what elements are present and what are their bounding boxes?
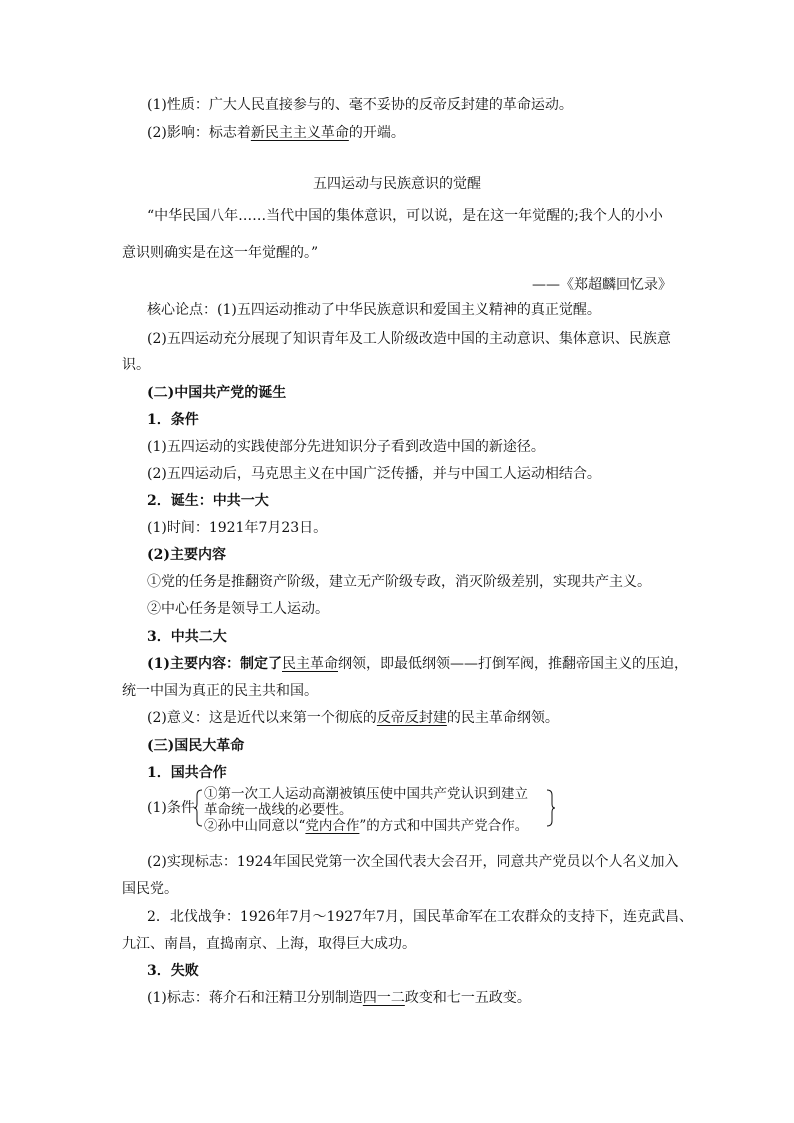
box-title: 五四运动与民族意识的觉醒 (313, 176, 481, 192)
quote-line-2: 意识则确实是在这一年觉醒的。” (122, 245, 319, 261)
core-point-2: (2)五四运动充分展现了知识青年及工人阶级改造中国的主动意识、集体意识、民族意 (147, 331, 671, 347)
s2-significance-a: (2)意义：这是近代以来第一个彻底的 (147, 710, 377, 726)
s2-condition-2: (2)五四运动后，马克思主义在中国广泛传播，并与中国工人运动相结合。 (147, 466, 601, 482)
right-brace-icon (545, 789, 555, 827)
s3-northern-expedition-cont: 九江、南昌，直捣南京、上海，取得巨大成功。 (122, 936, 416, 952)
s2-second-congress-heading: 3．中共二大 (147, 629, 227, 645)
s2-conditions-heading: 1．条件 (147, 412, 199, 428)
s3-condition-2-underlined: 党内合作 (305, 818, 360, 834)
quote-line-1: “中华民国八年……当代中国的集体意识，可以说，是在这一年觉醒的;我个人的小小 (147, 208, 663, 224)
s3-condition-1: ①第一次工人运动高潮被镇压使中国共产党认识到建立 (204, 786, 528, 802)
s3-condition-2 (204, 818, 528, 834)
s3-northern-expedition: 2．北伐战争：1926年7月～1927年7月，国民革命军在工农群众的支持下，连克武昌、 (147, 909, 693, 925)
s2-congress-content-underlined: 民主革命 (282, 656, 338, 672)
section-2-heading: (二)中国共产党的诞生 (147, 385, 287, 401)
s3-sign-cont: 国民党。 (122, 881, 178, 897)
s3-condition-2-a: ②孙中山同意以“ (204, 818, 306, 834)
s3-failure-b: 政变和七一五政变。 (404, 990, 531, 1006)
s3-cooperation-heading: 1．国共合作 (147, 765, 227, 781)
influence-line (147, 124, 405, 142)
left-brace-icon (194, 789, 204, 827)
s3-failure-sign (147, 989, 531, 1007)
s2-congress-content-cont: 统一中国为真正的民主共和国。 (122, 683, 318, 699)
influence-end: 的开端。 (348, 125, 405, 141)
s2-significance-underlined: 反帝反封建 (376, 710, 447, 726)
s2-congress-content-b: 纲领，即最低纲领——打倒军阀，推翻帝国主义的压迫， (338, 656, 688, 672)
s3-sign: (2)实现标志：1924年国民党第一次全国代表大会召开，同意共产党员以个人名义加入 (147, 854, 679, 870)
s2-congress-significance (147, 709, 559, 727)
s3-failure-heading: 3．失败 (147, 963, 199, 979)
s2-significance-b: 的民主革命纲领。 (446, 710, 559, 726)
core-point-2-cont: 识。 (122, 357, 150, 373)
s3-condition-1-cont: 革命统一战线的必要性。 (204, 802, 353, 818)
s2-birth-heading: 2．诞生：中共一大 (147, 493, 269, 509)
core-point-1: 核心论点：(1)五四运动推动了中华民族意识和爱国主义精神的真正觉醒。 (147, 302, 601, 318)
s2-content-2: ②中心任务是领导工人运动。 (147, 601, 329, 617)
s2-congress-content (147, 655, 688, 673)
nature-line: (1)性质：广大人民直接参与的、毫不妥协的反帝反封建的革命运动。 (147, 97, 573, 113)
section-3-heading: (三)国民大革命 (147, 738, 245, 754)
s3-failure-underlined: 四一二 (362, 990, 405, 1006)
s3-condition-2-b: ”的方式和中国共产党合作。 (359, 818, 529, 834)
s3-conditions-label: (1)条件 (147, 800, 195, 816)
s2-content-1: ①党的任务是推翻资产阶级，建立无产阶级专政，消灭阶级差别，实现共产主义。 (147, 574, 651, 590)
s2-content-heading: (2)主要内容 (147, 547, 226, 563)
s2-congress-content-a: (1)主要内容：制定了 (147, 656, 282, 672)
quote-source: ——《郑超麟回忆录》 (532, 277, 672, 293)
s2-condition-1: (1)五四运动的实践使部分先进知识分子看到改造中国的新途径。 (147, 439, 545, 455)
s2-time: (1)时间：1921年7月23日。 (147, 520, 328, 536)
influence-text: (2)影响：标志着 (147, 125, 251, 141)
s3-failure-a: (1)标志：蒋介石和汪精卫分别制造 (147, 990, 363, 1006)
influence-underlined: 新民主主义革命 (250, 125, 349, 141)
